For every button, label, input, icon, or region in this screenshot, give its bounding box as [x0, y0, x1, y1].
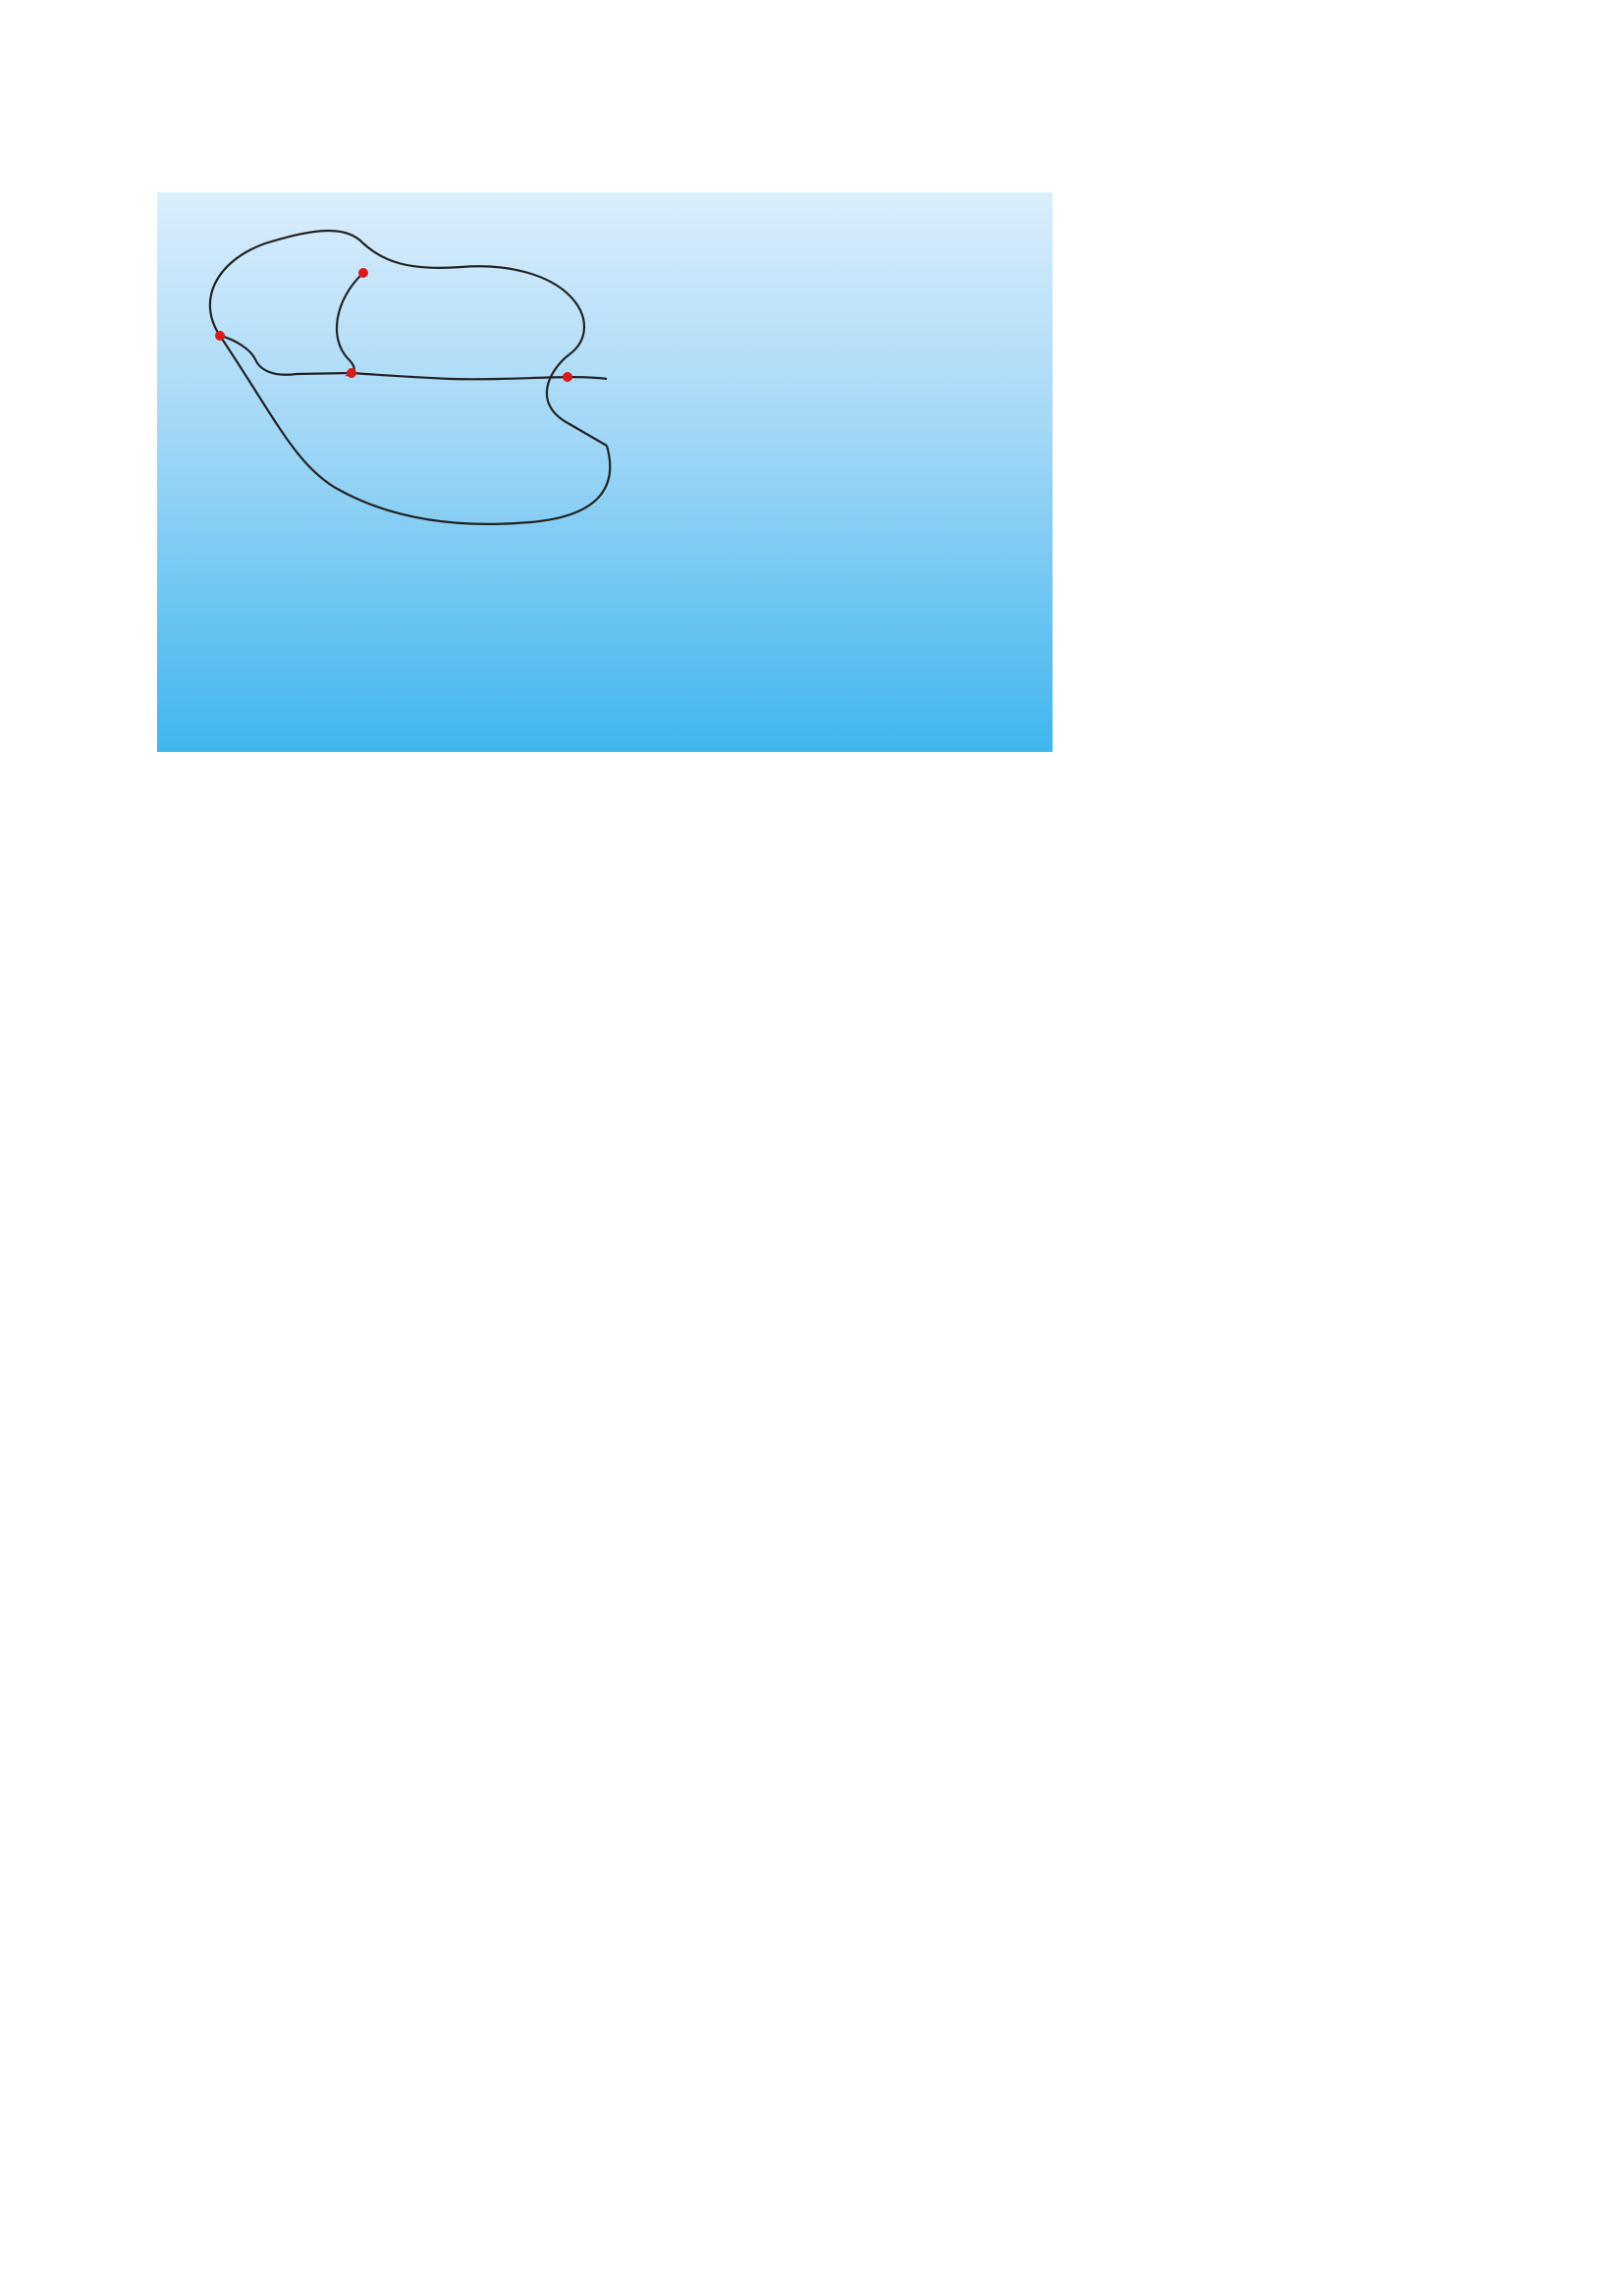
arc-inner	[337, 273, 607, 379]
topology-figure	[157, 192, 1053, 752]
node-n3	[215, 331, 225, 341]
node-n4	[358, 268, 368, 278]
node-n2	[563, 372, 572, 382]
arc-bottom	[220, 336, 610, 524]
topology-diagram	[157, 192, 1053, 752]
arc-l5	[220, 336, 352, 375]
node-n1	[347, 368, 356, 378]
